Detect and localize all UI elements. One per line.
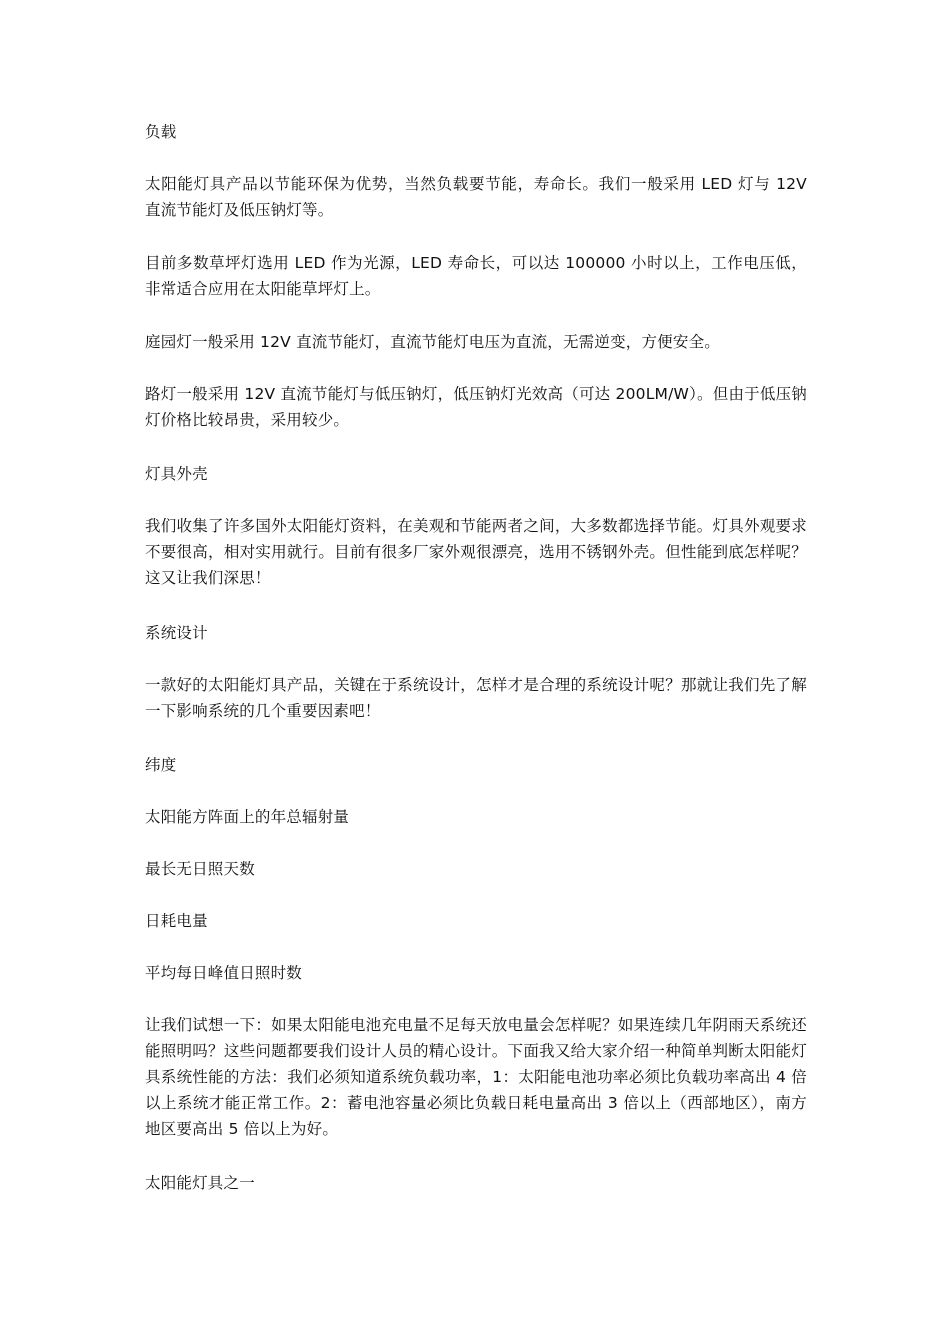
paragraph-garden-lamp: 庭园灯一般采用 12V 直流节能灯，直流节能灯电压为直流，无需逆变，方便安全。 <box>145 333 720 351</box>
heading-lamp-housing: 灯具外壳 <box>145 465 208 483</box>
factor-peak-sun-hours: 平均每日峰值日照时数 <box>145 964 303 982</box>
factor-annual-radiation: 太阳能方阵面上的年总辐射量 <box>145 808 350 826</box>
factor-daily-consumption: 日耗电量 <box>145 912 208 930</box>
paragraph-system-design: 一款好的太阳能灯具产品，关键在于系统设计，怎样才是合理的系统设计呢？那就让我们先了解一下影响系统的几个重要因素吧！ <box>145 676 807 720</box>
paragraph-lamp-housing: 我们收集了许多国外太阳能灯资料，在美观和节能两者之间，大多数都选择节能。灯具外观要求不要很高，相对实用就行。目前有很多厂家外观很漂亮，选用不锈钢外壳。但性能到底怎样呢？这又让我们深思！ <box>145 517 807 587</box>
paragraph-load-intro: 太阳能灯具产品以节能环保为优势，当然负载要节能，寿命长。我们一般采用 LED 灯与 12V 直流节能灯及低压钠灯等。 <box>145 175 807 219</box>
paragraph-lawn-lamp: 目前多数草坪灯选用 LED 作为光源，LED 寿命长，可以达 100000 小时以上，工作电压低，非常适合应用在太阳能草坪灯上。 <box>145 254 807 298</box>
paragraph-street-lamp: 路灯一般采用 12V 直流节能灯与低压钠灯，低压钠灯光效高（可达 200LM/W）。但由于低压钠灯价格比较昂贵，采用较少。 <box>145 385 807 429</box>
heading-system-design: 系统设计 <box>145 624 208 642</box>
heading-load: 负载 <box>145 123 177 141</box>
heading-solar-lamp-one: 太阳能灯具之一 <box>145 1174 255 1192</box>
factor-max-no-sun-days: 最长无日照天数 <box>145 860 255 878</box>
factor-latitude: 纬度 <box>145 756 177 774</box>
paragraph-design-method: 让我们试想一下：如果太阳能电池充电量不足每天放电量会怎样呢？如果连续几年阴雨天系统还能照明吗？这些问题都要我们设计人员的精心设计。下面我又给大家介绍一种简单判断太阳能灯具系统性能的方法：我们必须知道系统负载功率，1：太阳能电池功率必须比负载功率高出 4 倍以上系统才能正常工作。2：蓄电池容量必须比负载日耗电量高出 3 倍以上（西部地区），南方地区要高出 5 倍以上为好。 <box>145 1016 807 1138</box>
